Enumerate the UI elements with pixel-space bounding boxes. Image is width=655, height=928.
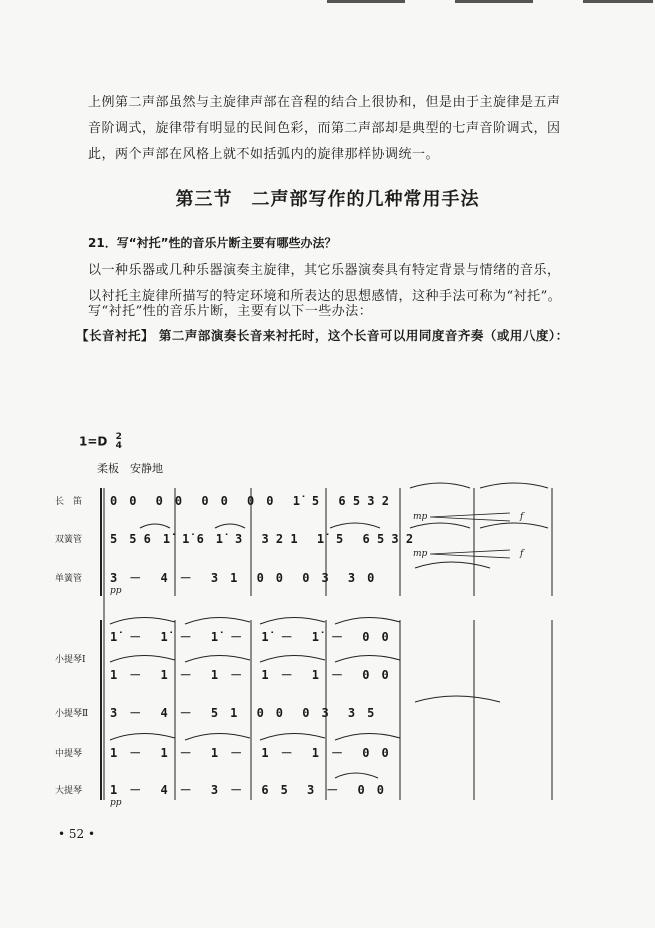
score-tempo: 柔板 安静地	[97, 462, 163, 475]
notes-clarinet: 3 － 4 － 3 1 0 0 0 3 3 0	[110, 571, 375, 585]
dynamic-f-2: f	[520, 549, 524, 559]
instrument-violin-2: 小提琴Ⅱ	[55, 709, 89, 719]
dynamic-f-1: f	[520, 512, 524, 522]
instrument-viola: 中提琴	[55, 749, 83, 759]
paragraph-methods: 写“衬托”性的音乐片断，主要有以下一些办法：	[88, 304, 373, 319]
notes-viola: 1 － 1 － 1 － 1 － 1 － 0 0	[110, 746, 389, 760]
instrument-flute: 长 笛	[55, 497, 83, 507]
key-label: 1=D	[79, 434, 108, 449]
time-numerator: 2	[115, 432, 122, 442]
instrument-clarinet: 单簧管	[55, 574, 83, 584]
section-title: 第三节 二声部写作的几种常用手法	[175, 189, 480, 210]
dynamic-pp-2: pp	[110, 798, 122, 808]
slurs	[110, 483, 548, 778]
page-number: • 52 •	[58, 827, 96, 841]
dynamic-pp-1: pp	[110, 586, 122, 596]
barlines	[175, 488, 552, 800]
notes-flute: 0 0 0 0 0 0 0 0 1̇ 5 6 5 3 2	[110, 494, 389, 508]
notes-violin-1a: 1̇ － 1̇ － 1̇ － 1̇ － 1̇ － 0 0	[110, 630, 389, 644]
question-title: 21．写“衬托”性的音乐片断主要有哪些办法？	[88, 236, 337, 250]
paragraph-long-note: 【长音衬托】 第二声部演奏长音来衬托时，这个长音可以用同度音齐奏（或用八度）：	[76, 328, 569, 343]
paragraph-intro: 上例第二声部虽然与主旋律声部在音程的结合上很协和，但是由于主旋律是五声音阶调式，旋律带有明显的民间色彩，而第二声部却是典型的七声音阶调式，因此，两个声部在风格上就不如括弧内的旋律那样协调统一。	[88, 95, 561, 162]
instrument-cello: 大提琴	[55, 786, 83, 796]
hairpins	[430, 513, 510, 558]
dynamic-mp-2: mp	[413, 549, 428, 559]
notes-oboe: 5 5 6 1̇ 1̇ 6 1̇ 3 3 2 1 1̇ 5 6 5 3 2	[110, 532, 414, 546]
paragraph-definition: 以一种乐器或几种乐器演奏主旋律，其它乐器演奏具有特定背景与情绪的音乐，以衬托主旋律所描写的特定环境和所表达的思想感情，这种手法可称为“衬托”。	[88, 263, 562, 304]
instrument-violin-1: 小提琴Ⅰ	[55, 655, 86, 665]
notes-cello: 1 － 4 － 3 － 6 5 3 － 0 0	[110, 783, 384, 797]
instrument-oboe: 双簧管	[55, 535, 83, 545]
notes-violin-2: 3 － 4 － 5 1 0 0 0 3 3 5	[110, 706, 375, 720]
time-denominator: 4	[115, 441, 122, 451]
notes-violin-1b: 1 － 1 － 1 － 1 － 1 － 0 0	[110, 668, 389, 682]
dynamic-mp-1: mp	[413, 512, 428, 522]
